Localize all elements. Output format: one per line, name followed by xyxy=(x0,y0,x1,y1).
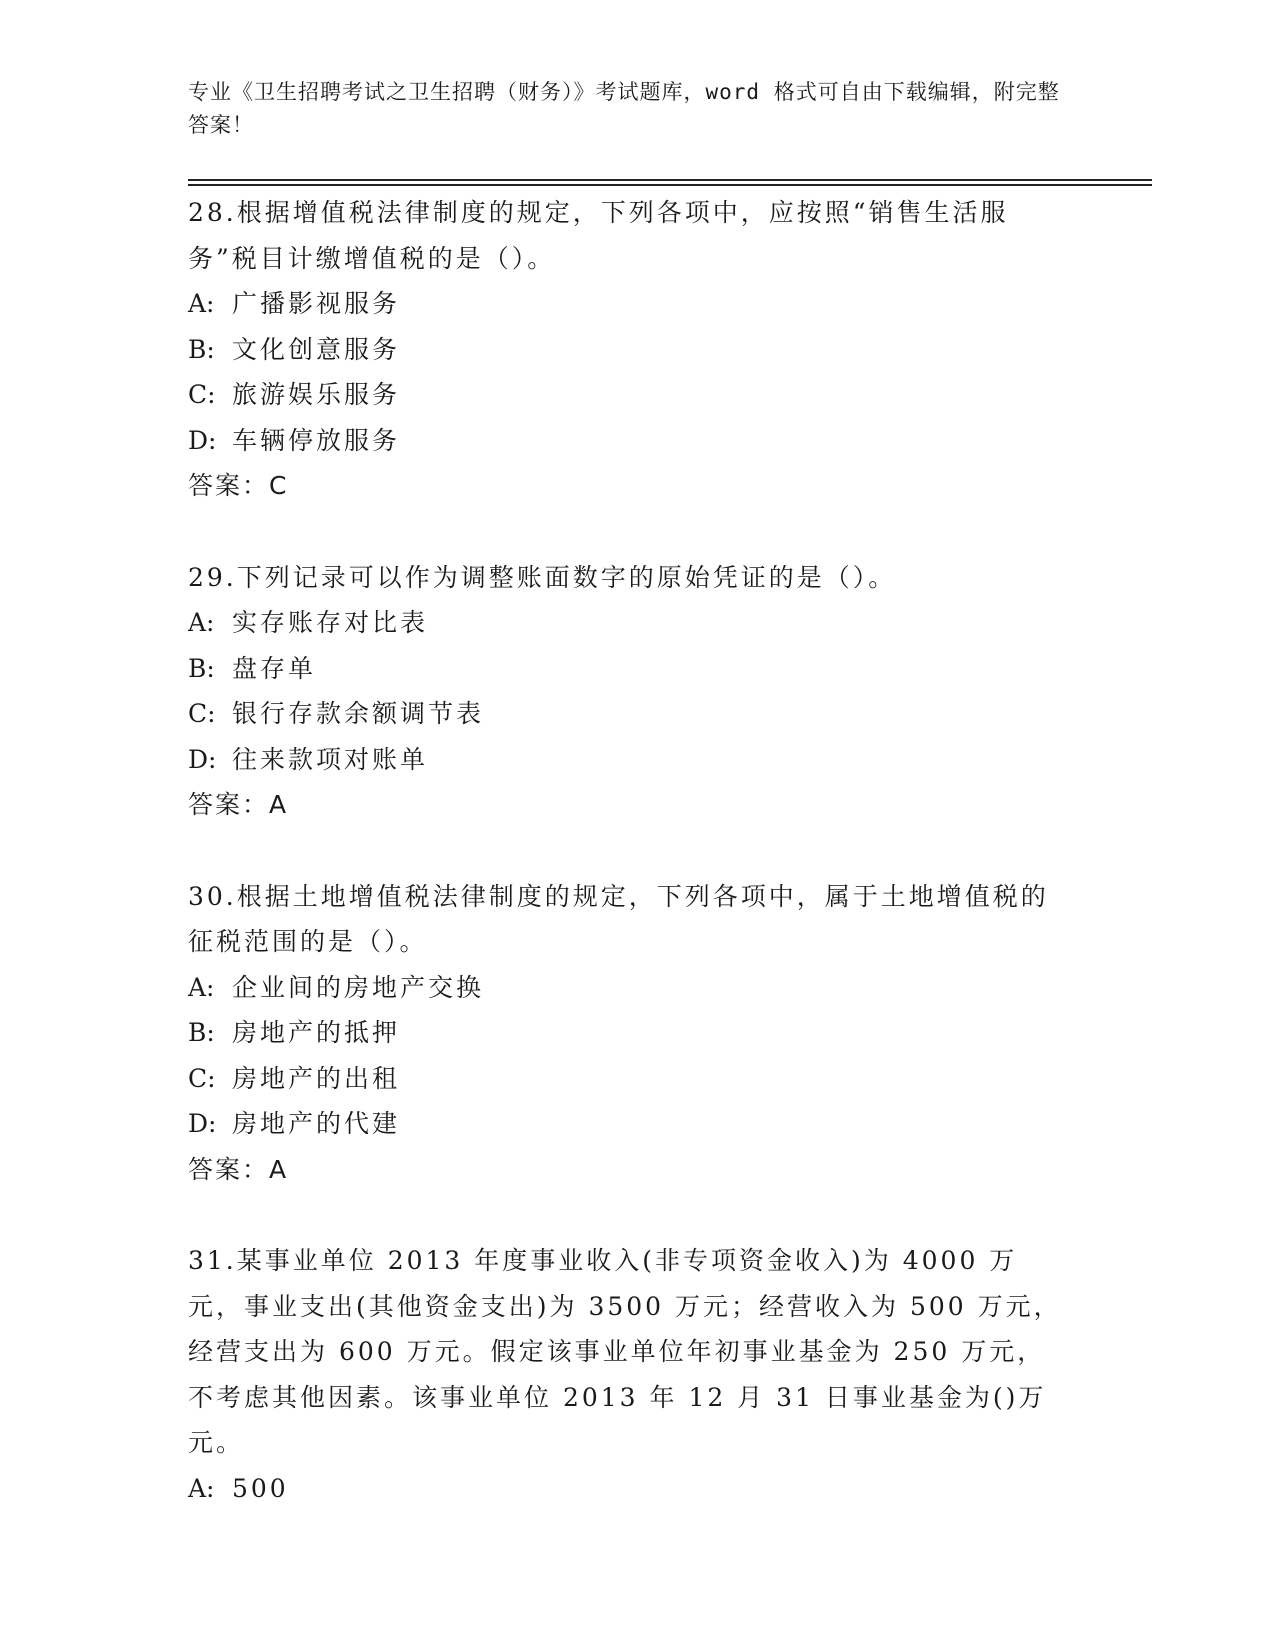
answer-line: 答案：C xyxy=(188,471,289,500)
option-key: B: xyxy=(188,1018,215,1047)
option-a xyxy=(188,1466,1068,1512)
option-text: 旅游娱乐服务 xyxy=(232,380,401,409)
option-key: A: xyxy=(188,972,215,1002)
option-d xyxy=(188,1101,1068,1147)
option-d xyxy=(188,737,1068,783)
option-key: B: xyxy=(188,334,215,364)
option-key: C: xyxy=(188,699,216,728)
question-28 xyxy=(188,190,1068,509)
option-text: 房地产的代建 xyxy=(232,1109,401,1138)
option-text: 文化创意服务 xyxy=(232,334,401,364)
option-key: A: xyxy=(188,289,215,318)
option-text: 房地产的抵押 xyxy=(232,1018,401,1047)
question-stem: 30.根据土地增值税法律制度的规定，下列各项中，属于土地增值税的征税范围的是（）。 xyxy=(188,881,1049,956)
option-text: 盘存单 xyxy=(232,653,317,683)
option-text: 房地产的出租 xyxy=(232,1063,401,1093)
option-key: D: xyxy=(188,1109,217,1138)
header-divider-top xyxy=(188,179,1152,181)
option-text: 银行存款余额调节表 xyxy=(232,699,485,728)
option-key: A: xyxy=(188,608,215,637)
option-key: D: xyxy=(188,744,217,774)
option-key: A: xyxy=(188,1473,215,1503)
document-header: 专业《卫生招聘考试之卫生招聘（财务）》考试题库，word 格式可自由下载编辑，附完整答案！ xyxy=(188,80,1060,137)
question-stem: 29.下列记录可以作为调整账面数字的原始凭证的是（）。 xyxy=(188,562,897,592)
option-text: 企业间的房地产交换 xyxy=(232,972,485,1002)
option-a xyxy=(188,600,1068,646)
option-c xyxy=(188,691,1068,737)
option-c xyxy=(188,372,1068,418)
option-text: 往来款项对账单 xyxy=(232,744,429,774)
question-30 xyxy=(188,874,1068,1193)
option-b xyxy=(188,327,1068,373)
option-key: C: xyxy=(188,380,216,409)
question-31 xyxy=(188,1238,1068,1511)
option-a xyxy=(188,281,1068,327)
option-text: 车辆停放服务 xyxy=(232,425,401,455)
question-stem: 31.某事业单位 2013 年度事业收入(非专项资金收入)为 4000 万元，事业支出(其他资金支出)为 3500 万元；经营收入为 500 万元，经营支出为 600 万元。假定该事业单位年初事业基金为 250 万元，不考虑其他因素。该事业单位 2013 年 12 月 31 日事业基金为()万元。 xyxy=(188,1246,1062,1457)
question-stem: 28.根据增值税法律制度的规定，下列各项中，应按照“销售生活服务”税目计缴增值税的是（）。 xyxy=(188,198,1009,273)
option-text: 实存账存对比表 xyxy=(232,608,429,637)
option-text: 500 xyxy=(232,1473,289,1503)
answer-line: 答案：A xyxy=(188,1154,289,1184)
option-b xyxy=(188,646,1068,692)
question-29 xyxy=(188,555,1068,828)
option-c xyxy=(188,1056,1068,1102)
option-d xyxy=(188,418,1068,464)
question-list xyxy=(188,190,1068,1557)
option-a xyxy=(188,965,1068,1011)
option-key: D: xyxy=(188,425,217,455)
option-b xyxy=(188,1010,1068,1056)
answer-line: 答案：A xyxy=(188,790,289,819)
option-key: B: xyxy=(188,653,215,683)
option-text: 广播影视服务 xyxy=(232,289,401,318)
option-key: C: xyxy=(188,1063,216,1093)
header-divider-bottom xyxy=(188,184,1152,186)
